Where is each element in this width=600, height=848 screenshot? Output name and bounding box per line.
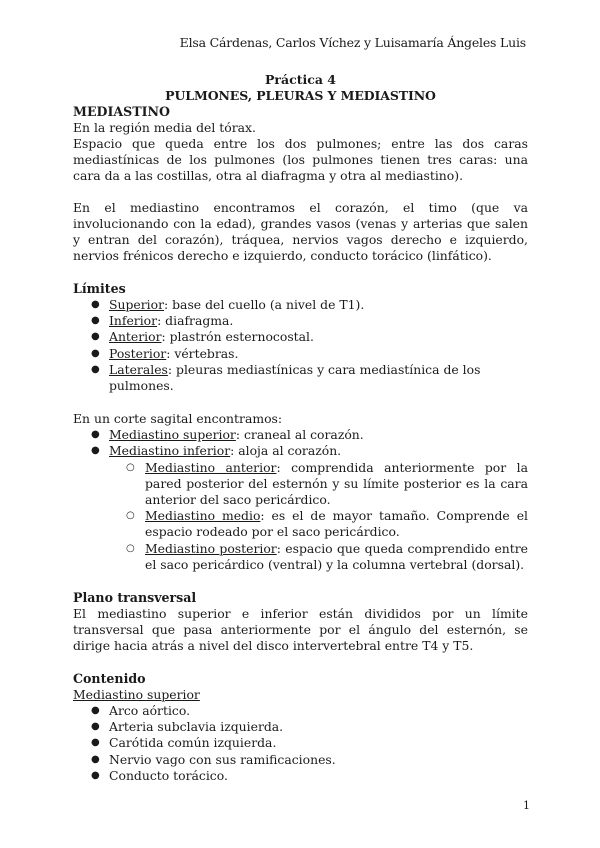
- corte-intro: En un corte sagital encontramos:: [73, 411, 283, 427]
- list-item: ● Inferior: diafragma.: [91, 313, 234, 329]
- list-item: ● Anterior: plastrón esternocostal.: [91, 329, 314, 345]
- limites-list: [73, 297, 528, 394]
- list-item: ● Arteria subclavia izquierda.: [91, 719, 284, 735]
- contenido-list: [73, 703, 528, 784]
- bullet-icon: ●: [91, 299, 100, 310]
- list-item: ● Posterior: vértebras.: [91, 345, 239, 361]
- list-item: ● Conducto torácico.: [91, 767, 228, 783]
- list-item: ● Superior: base del cuello (a nivel de T1).: [91, 297, 365, 312]
- list-item: ● Mediastino inferior: aloja al corazón. ○ Mediastino anterior: comprendida anteriormente por la pared posterior del esternón y su límite posterior es la cara anterior del saco pericárdico. ○ Mediastino medio: es el de mayor tamaño. Comprende el espacio rodeado por el saco pericárdico. ○ Mediastino posterior: espacio que queda comprendido entre el saco pericárdico (ventral) y la columna vertebral (dorsal).: [91, 443, 529, 572]
- bullet-icon: ●: [91, 363, 100, 375]
- bullet-icon: ●: [91, 753, 100, 765]
- circle-bullet-icon: ○: [126, 461, 135, 473]
- bullet-icon: ●: [91, 347, 100, 359]
- plano-para: El mediastino superior e inferior están divididos por un límite transversal que pasa anteriormente por el ángulo del esternón, se dirige hacia atrás a nivel del disco intervertebral entre T4 y T5.: [73, 606, 528, 654]
- list-item: ● Nervio vago con sus ramificaciones.: [91, 751, 336, 767]
- corte-sublist: [109, 460, 528, 573]
- bullet-icon: ●: [91, 721, 100, 733]
- list-item: ● Arco aórtico.: [91, 703, 191, 719]
- bullet-icon: ●: [91, 331, 100, 343]
- header-authors: Elsa Cárdenas, Carlos Víchez y Luisamaría Ángeles Luis: [179, 35, 526, 50]
- list-item: ● Mediastino superior: craneal al corazón.: [91, 427, 364, 443]
- corte-list: [73, 427, 528, 573]
- bullet-icon: ●: [91, 315, 100, 327]
- document-body: [73, 72, 528, 784]
- list-item: ● Carótida común izquierda.: [91, 735, 277, 751]
- bullet-icon: ●: [91, 769, 100, 781]
- circle-bullet-icon: ○: [126, 542, 135, 554]
- bullet-icon: ●: [91, 705, 100, 717]
- list-item: ○ Mediastino posterior: espacio que queda comprendido entre el saco pericárdico (ventral) y la columna vertebral (dorsal).: [126, 540, 529, 572]
- list-item: ○ Mediastino anterior: comprendida anteriormente por la pared posterior del esternón y su límite posterior es la cara anterior del saco pericárdico.: [126, 459, 528, 508]
- mediastino-line1: En la región media del tórax.: [73, 120, 256, 135]
- bullet-icon: ●: [91, 429, 100, 441]
- list-item: ○ Mediastino medio: es el de mayor tamaño. Comprende el espacio rodeado por el saco pericárdico.: [126, 508, 528, 540]
- circle-bullet-icon: ○: [126, 510, 135, 522]
- section-heading-plano: Plano transversal: [73, 590, 197, 606]
- list-item: ● Laterales: pleuras mediastínicas y cara mediastínica de los pulmones.: [91, 361, 481, 394]
- section-heading-limites: Límites: [73, 281, 126, 296]
- bullet-icon: ●: [91, 445, 100, 457]
- practice-label: Práctica 4: [265, 72, 336, 87]
- contenido-subheading: Mediastino superior: [73, 687, 200, 703]
- bullet-icon: ●: [91, 737, 100, 749]
- page-number: 1: [523, 799, 530, 812]
- page-title: PULMONES, PLEURAS Y MEDIASTINO: [165, 88, 436, 103]
- mediastino-para2: En el mediastino encontramos el corazón, el timo (que va involucionando con la edad), grandes vasos (venas y arterias que salen y entran del corazón), tráquea, nervios vagos derecho e izquierdo, nervios frénicos derecho e izquierdo, conducto torácico (linfático).: [73, 200, 528, 263]
- section-heading-mediastino: MEDIASTINO: [73, 104, 170, 119]
- mediastino-para1: Espacio que queda entre los dos pulmones; entre las dos caras mediastínicas de los pulmones (los pulmones tienen tres caras: una cara da a las costillas, otra al diafragma y otra al mediastino).: [73, 136, 528, 183]
- section-heading-contenido: Contenido: [73, 671, 146, 687]
